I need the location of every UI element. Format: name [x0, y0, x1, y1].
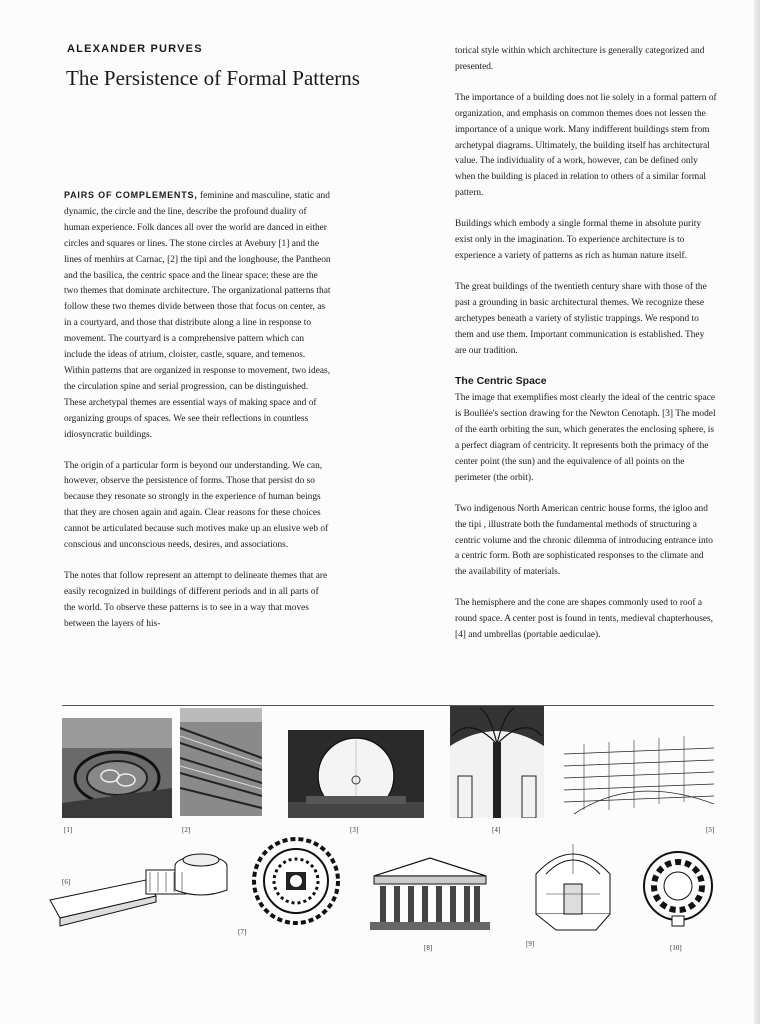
figure-ring-plan: [638, 846, 718, 928]
paragraph: torical style within which architecture is generally categorized and presented.: [455, 46, 705, 72]
paragraph: The notes that follow represent an attempt to delineate themes that are easily recognized in buildings of different periods and in all parts of the world. To observe these patterns is to see in a way that moves between the layers of his-: [64, 570, 328, 629]
left-column: [64, 188, 332, 648]
figure-caption: [2]: [182, 826, 191, 834]
figure-temple-facade: [370, 852, 490, 932]
paragraph: Two indigenous North American centric house forms, the igloo and the tipi , illustrate both the fundamental methods of structuring a centric volume and the chronic dilemma of introducing entrance into a centric form. Both are sophisticated responses to the climate and the availability of materials.: [455, 503, 713, 578]
section-heading: The Centric Space: [455, 375, 547, 388]
paragraph: Buildings which embody a single formal theme in absolute purity exist only in the imagination. To experience architecture is to experience a variety of patterns as rich as human nature itself.: [455, 219, 702, 261]
figure-caption: [9]: [526, 940, 535, 948]
figure-chapterhouse: [450, 706, 544, 818]
figure-caption: [8]: [424, 944, 433, 952]
figure-stone-circle: [62, 718, 172, 818]
paragraph-body: feminine and masculine, static and dynamic, the circle and the line, describe the profound duality of human experience. Folk dances all over the world are danced in either circles and squares or lines. The stone circles at Avebury [1] and the lines of menhirs at Carnac, [2] the tipi and the longhouse, the Pantheon and the basilica, the centric space and the linear space: these are the two themes that dominate architecture. The organizational patterns that follow these two themes divide between those that focus on center, as in a courtyard, and those that distribute along a line in response to movement. The courtyard is a comprehensive pattern which can include the ideas of atrium, cloister, castle, square, and temenos. Within patterns that are organized in response to movement, two ideas, the circulation spine and serial progression, can be distinguished. These archetypal themes are essential ways of making space and of organizing groups of spaces. We see their reflections in countless idiosyncratic buildings.: [64, 191, 331, 440]
figure-caption: [10]: [670, 944, 682, 952]
figure-pantheon-axonometric: [46, 840, 232, 936]
figure-caption: [3]: [350, 826, 359, 834]
figure-cutaway-drawing: [526, 834, 620, 934]
paragraph: [64, 188, 332, 444]
paragraph: The image that exemplifies most clearly the ideal of the centric space is Boullée's section drawing for the Newton Cenotaph. [3] The model of the earth orbiting the sun, which generates the enclosing sphere, is a perfect diagram of centricity. It represents both the primacy of the center point (the sun) and the equivalence of all points on the perimeter (the orbit).: [455, 393, 716, 483]
figure-circular-plan: [246, 836, 346, 926]
paragraph: The hemisphere and the cone are shapes commonly used to roof a round space. A center post is found in tents, medieval chapterhouses, [4] and umbrellas (portable aediculae).: [455, 598, 714, 641]
figure-caption: [1]: [64, 826, 73, 834]
paragraph: The great buildings of the twentieth century share with those of the past a grounding in basic architectural themes. We recognize these archetypes beneath a variety of stylistic trappings. We respond to them and use them. Important communication is established. They are our tradition.: [455, 281, 707, 356]
article-title: The Persistence of Formal Patterns: [66, 66, 360, 90]
figure-caption: [7]: [238, 928, 247, 936]
paragraph: The importance of a building does not lie solely in a formal pattern of organization, and emphasis on common themes does not lessen the importance of a unique work. Many indifferent buildings stem from archetypal diagrams. Ultimately, the building itself has architectural value. The individuality of a work, however, can be defined only when the building is placed in relation to others of a similar formal pattern.: [455, 92, 717, 199]
page-edge: [754, 0, 760, 1024]
figure-divider: [62, 705, 714, 706]
figure-menhir-lines: [180, 708, 262, 816]
lead-in: PAIRS OF COMPLEMENTS,: [64, 190, 198, 200]
figure-section-drawing: [564, 734, 714, 818]
figure-newton-cenotaph: [288, 730, 424, 818]
figure-caption: [4]: [492, 826, 501, 834]
figure-caption: [5]: [706, 826, 715, 834]
author-name: ALEXANDER PURVES: [67, 43, 203, 55]
right-column: [455, 44, 717, 659]
figure-caption: [6]: [62, 878, 71, 886]
paragraph: The origin of a particular form is beyond our understanding. We can, however, observe the persistence of forms. Those that persist do so because they resonate so strongly in the experience of human beings that they are chosen again and again. Clear reasons for these choices cannot be articulated because such motives make up an elusive web of conscious and unconscious needs, desires, and associations.: [64, 460, 329, 551]
